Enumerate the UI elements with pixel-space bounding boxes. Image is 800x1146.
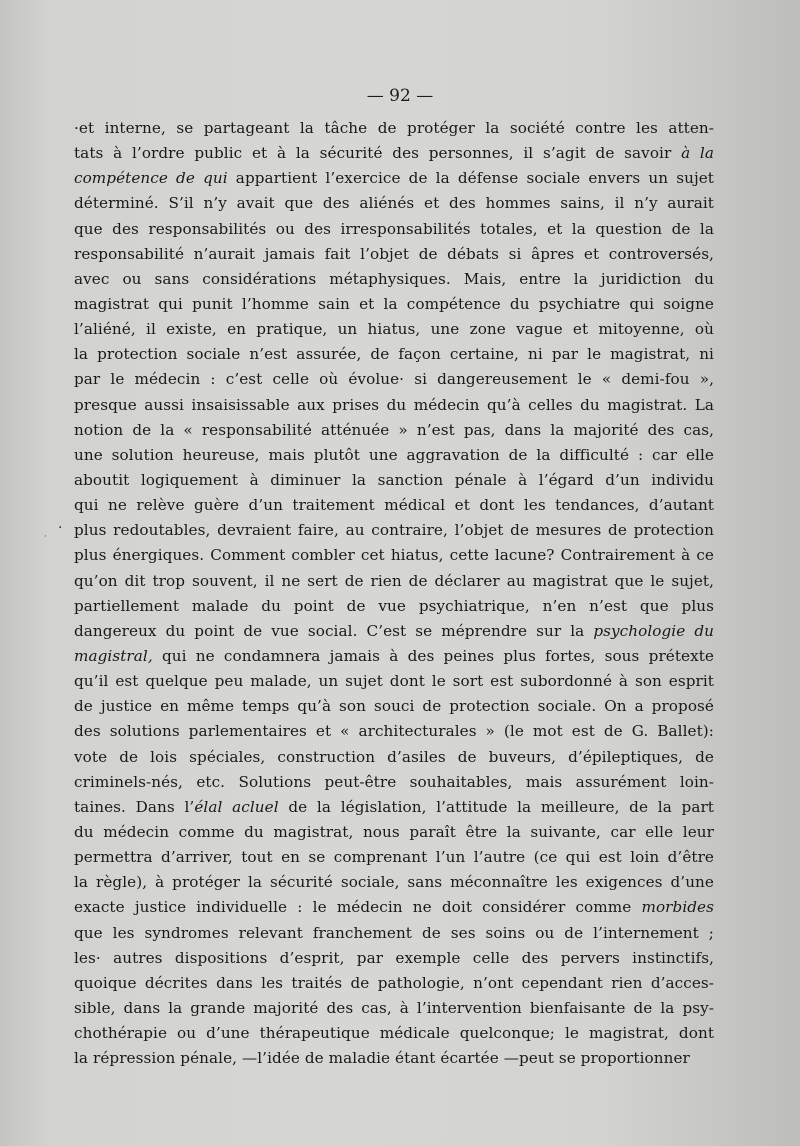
text-segment: plus énergiques. Comment combler cet hiatus, cette lacune? Contrairement à ce (74, 546, 714, 565)
text-segment: criminels-nés, etc. Solutions peut-être souhaitables, mais assurément loin- (74, 772, 714, 791)
text-line (74, 946, 714, 971)
body-text (74, 116, 714, 1071)
italic-text: à la (681, 144, 715, 163)
text-segment: de la législation, l’attitude la meilleure, de la part (278, 797, 714, 816)
text-line (74, 418, 714, 443)
italic-text: compétence de qui (74, 169, 228, 188)
text-line (74, 669, 714, 694)
italic-text: élal acluel (194, 797, 279, 816)
text-segment: la répression pénale, —l’idée de maladie étant écartée —peut se proportionner (74, 1049, 690, 1068)
text-line (74, 342, 714, 367)
text-line (74, 166, 714, 191)
text-segment: qu’il est quelque peu malade, un sujet dont le sort est subordonné à son esprit (74, 672, 714, 691)
text-segment: partiellement malade du point de vue psychiatrique, n’en n’est que plus (74, 596, 714, 615)
italic-text: magistral, (74, 646, 153, 665)
text-segment: tats à l’ordre public et à la sécurité des personnes, il s’agit de savoir (74, 144, 682, 163)
text-line (74, 317, 714, 342)
text-line (74, 569, 714, 594)
page-number: — 92 — (366, 86, 434, 106)
italic-text: morbides (641, 898, 714, 917)
text-line (74, 141, 714, 166)
text-segment: responsabilité n’aurait jamais fait l’objet de débats si âpres et controversés, (74, 244, 714, 263)
text-line (74, 745, 714, 770)
text-segment: taines. Dans l’ (74, 797, 195, 816)
text-segment: qui ne condamnera jamais à des peines plus fortes, sous prétexte (152, 646, 714, 665)
text-line (74, 921, 714, 946)
text-line (74, 367, 714, 392)
text-line (74, 820, 714, 845)
text-segment: que les syndromes relevant franchement de ses soins ou de l’internement ; (74, 923, 714, 942)
text-line (74, 870, 714, 895)
text-segment: que des responsabilités ou des irresponsabilités totales, et la question de la (74, 219, 714, 238)
text-line (74, 719, 714, 744)
italic-text: psychologie du (593, 621, 714, 640)
text-line (74, 267, 714, 292)
text-line (74, 242, 714, 267)
text-segment: des solutions parlementaires et « architecturales » (le mot est de G. Ballet): (74, 722, 714, 741)
text-segment: sible, dans la grande majorité des cas, à l’intervention bienfaisante de la psy- (74, 998, 714, 1017)
text-line (74, 971, 714, 996)
text-segment: vote de lois spéciales, construction d’asiles de buveurs, d’épileptiques, de (74, 747, 714, 766)
text-line (74, 217, 714, 242)
text-segment: appartient l’exercice de la défense sociale envers un sujet (227, 169, 714, 188)
text-line (74, 518, 714, 543)
text-segment: qui ne relève guère d’un traitement médical et dont les tendances, d’autant (74, 496, 714, 515)
text-line (74, 468, 714, 493)
margin-mark: . (58, 516, 63, 532)
text-segment: dangereux du point de vue social. C’est se méprendre sur la (74, 621, 594, 640)
text-line (74, 895, 714, 920)
text-line (74, 644, 714, 669)
text-line (74, 619, 714, 644)
text-line (74, 1021, 714, 1046)
text-segment: aboutit logiquement à diminuer la sanction pénale à l’égard d’un individu (74, 470, 714, 489)
text-line (74, 393, 714, 418)
text-line (74, 845, 714, 870)
text-line (74, 996, 714, 1021)
text-line (74, 493, 714, 518)
text-line (74, 795, 714, 820)
text-line (74, 543, 714, 568)
text-segment: avec ou sans considérations métaphysiques. Mais, entre la juridiction du (74, 269, 714, 288)
text-segment: permettra d’arriver, tout en se comprenant l’un l’autre (ce qui est loin d’être (74, 848, 714, 867)
text-segment: par le médecin : c’est celle où évolue· si dangereusement le « demi-fou », (74, 370, 714, 389)
text-segment: la protection sociale n’est assurée, de façon certaine, ni par le magistrat, ni (74, 345, 714, 364)
text-segment: plus redoutables, devraient faire, au contraire, l’objet de mesures de protection (74, 521, 714, 540)
text-segment: presque aussi insaisissable aux prises du médecin qu’à celles du magistrat. La (74, 395, 714, 414)
margin-mark-secondary: · (44, 532, 47, 542)
text-segment: ·et interne, se partageant la tâche de protéger la société contre les atten- (74, 119, 714, 137)
text-segment: quoique décrites dans les traités de pathologie, n’ont cependant rien d’acces- (74, 973, 714, 992)
text-line (74, 1046, 714, 1071)
text-line (74, 292, 714, 317)
text-segment: qu’on dit trop souvent, il ne sert de rien de déclarer au magistrat que le sujet, (74, 571, 714, 590)
text-segment: une solution heureuse, mais plutôt une aggravation de la difficulté : car elle (74, 445, 714, 464)
text-line (74, 594, 714, 619)
text-line (74, 191, 714, 216)
text-segment: magistrat qui punit l’homme sain et la compétence du psychiatre qui soigne (74, 294, 714, 313)
text-segment: l’aliéné, il existe, en pratique, un hiatus, une zone vague et mitoyenne, où (74, 320, 714, 339)
text-segment: les· autres dispositions d’esprit, par exemple celle des pervers instinctifs, (74, 948, 714, 967)
text-segment: la règle), à protéger la sécurité sociale, sans méconnaître les exigences d’une (74, 873, 714, 892)
text-line (74, 694, 714, 719)
text-segment: de justice en même temps qu’à son souci de protection sociale. On a proposé (74, 697, 714, 716)
text-segment: notion de la « responsabilité atténuée » n’est pas, dans la majorité des cas, (74, 420, 714, 439)
text-segment: du médecin comme du magistrat, nous paraît être la suivante, car elle leur (74, 822, 714, 841)
text-segment: déterminé. S’il n’y avait que des aliénés et des hommes sains, il n’y aurait (74, 194, 714, 213)
text-segment: chothérapie ou d’une thérapeutique médicale quelconque; le magistrat, dont (74, 1024, 714, 1043)
text-line (74, 443, 714, 468)
text-line (74, 116, 714, 141)
text-segment: exacte justice individuelle : le médecin ne doit considérer comme (74, 898, 642, 917)
text-line (74, 770, 714, 795)
